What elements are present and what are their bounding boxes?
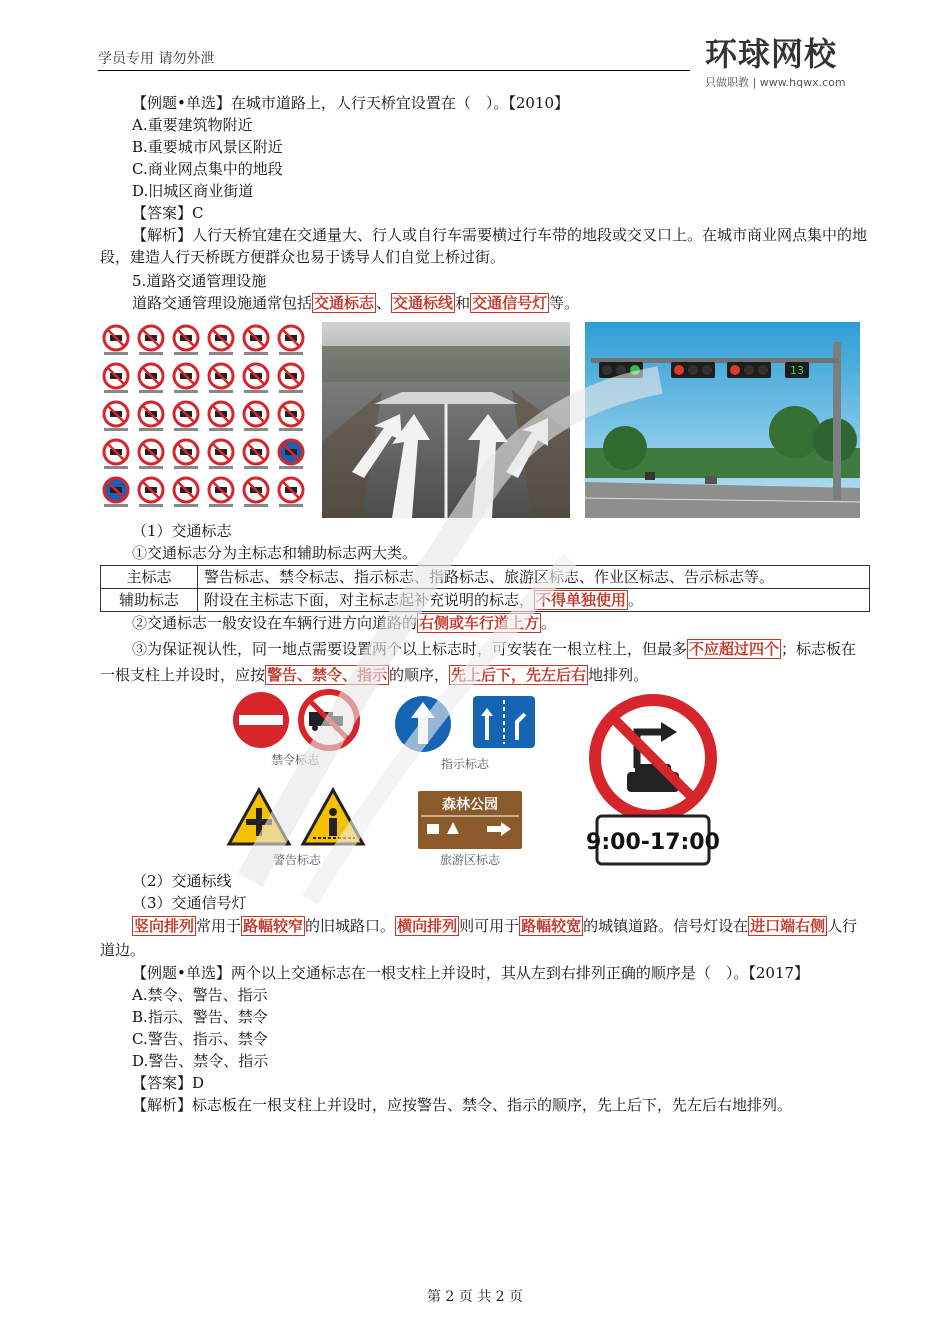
question-2-option-a: A.禁令、警告、指示 [132,986,268,1004]
small-prohibition-sign-icon [244,364,268,393]
small-prohibition-sign-icon [209,440,233,469]
sign-classification-text: ①交通标志分为主标志和辅助标志两大类。 [132,544,418,562]
keyword-horizontal: 横向排列 [397,917,458,935]
signal-arrangement-text [100,914,870,962]
keyword-max-four: 不应超过四个 [689,640,780,658]
page-footer: 第 2 页 共 2 页 [426,1289,524,1305]
no-right-turn-sign-icon [595,700,711,816]
keyword-right-side: 右侧或车行道上方 [419,614,540,632]
subheading-traffic-signs: （1）交通标志 [132,522,232,540]
sign-category-figure [225,688,725,870]
question-2-option-d: D.警告、禁令、指示 [132,1052,269,1070]
small-prohibition-sign-icon [139,326,163,355]
road-marking-photo [322,322,570,518]
intro-sep: 、 [376,294,392,312]
small-prohibition-sign-icon [209,364,233,393]
signal-text: 常用于 [196,917,242,935]
question-1-option-a: A.重要建筑物附近 [132,116,253,134]
signal-text: 人行道边。 [100,917,858,959]
small-prohibition-sign-icon [104,402,128,431]
small-prohibition-sign-icon [244,478,268,507]
small-prohibition-sign-icon [139,364,163,393]
small-prohibition-sign-icon [104,478,128,507]
question-2-option-b: B.指示、警告、禁令 [132,1008,268,1026]
keyword-order: 警告、禁令、指示 [267,666,388,684]
question-1-option-d: D.旧城区商业街道 [132,182,254,200]
keyword-not-alone: 不得单独使用 [536,591,627,609]
small-prohibition-sign-icon [139,478,163,507]
traffic-light-svg [585,322,860,518]
sign-classification-table [100,565,870,612]
signal-head-1 [599,362,643,378]
small-prohibition-sign-icon [244,326,268,355]
small-prohibition-sign-icon [279,364,303,393]
signal-head-3 [727,362,771,378]
small-prohibition-sign-icon [279,478,303,507]
arrangement-line [100,636,870,688]
small-prohibition-sign-icon [209,478,233,507]
logo-subtitle: 只做职教 | www.hqwx.com [705,76,846,89]
small-prohibition-sign-icon [244,402,268,431]
arrangement-text: 的顺序， [389,666,450,684]
question-2-option-c: C.警告、指示、禁令 [132,1030,268,1048]
question-2-analysis: 【解析】标志板在一根支柱上并设时，应按警告、禁令、指示的顺序，先上后下，先左后右地排列。 [132,1096,793,1114]
straight-ahead-sign-icon [395,696,451,752]
label-tourist: 旅游区标志 [439,853,501,867]
small-prohibition-sign-icon [244,440,268,469]
question-2-title: 【例题•单选】两个以上交通标志在一根支柱上并设时，其从左到右排列正确的顺序是（ ）。【2017】 [132,964,810,982]
header-note: 学员专用 请勿外泄 [98,51,215,67]
prohibition-sign-grid-image [100,322,310,518]
lane-direction-sign-icon [473,696,535,748]
keyword-wide: 路幅较宽 [521,917,582,935]
small-prohibition-sign-icon [139,440,163,469]
small-prohibition-sign-icon [104,364,128,393]
keyword-vertical: 竖向排列 [134,917,195,935]
crossroad-warning-sign-icon [229,790,289,844]
table-cell-main-sign: 主标志 [101,566,198,589]
logo-title: 环球网校 [705,35,838,73]
question-1-option-c: C.商业网点集中的地段 [132,160,283,178]
keyword-direction: 先上后下，先左后右 [451,666,587,684]
traffic-sign-section [100,520,870,564]
question-1 [100,92,870,314]
intro-sep: 和 [455,294,471,312]
intro-text: 道路交通管理设施通常包括 [132,294,313,312]
keyword-traffic-signs: 交通标志 [314,294,375,312]
arrangement-end: 地排列。 [588,666,649,684]
time-plate-text: 9:00-17:00 [586,830,720,855]
small-prohibition-sign-icon [279,402,303,431]
small-prohibition-sign-icon [174,478,198,507]
question-1-analysis: 【解析】人行天桥宜建在交通量大、行人或自行车需要横过行车带的地段或交叉口上。在城市商业网点集中的地段，建造人行天桥既方便群众也易于诱导人们自觉上桥过街。 [100,226,868,266]
tourist-area-sign-icon [417,790,523,850]
label-prohibition: 禁令标志 [270,753,320,767]
question-2 [100,962,870,1116]
label-warning: 警告标志 [272,853,322,867]
markings-signals-section [100,870,870,962]
subheading-traffic-lights: （3）交通信号灯 [132,894,247,912]
arrangement-text: ；标志板在一根支柱上并设时，应按 [100,640,857,684]
question-1-title: 【例题•单选】在城市道路上，人行天桥宜设置在（ ）。【2010】 [132,94,570,112]
section-5-title: 5.道路交通管理设施 [132,272,267,290]
small-prohibition-sign-icon [174,364,198,393]
question-1-answer: 【答案】C [132,204,204,222]
table-cell-main-sign-desc: 警告标志、禁令标志、指示标志、指路标志、旅游区标志、作业区标志、告示标志等。 [198,566,870,589]
subheading-traffic-markings: （2）交通标线 [132,872,232,890]
small-prohibition-sign-icon [139,402,163,431]
time-plate [586,816,720,864]
keyword-narrow: 路幅较窄 [243,917,304,935]
signal-text: 的城镇道路。信号灯设在 [583,917,749,935]
aux-desc-text: 附设在主标志下面，对主标志起补充说明的标志， [204,591,535,609]
label-indication: 指示标志 [440,757,490,771]
traffic-light-photo [585,322,860,518]
signal-head-2 [671,362,715,378]
no-entry-sign-icon [233,692,289,748]
question-1-option-b: B.重要城市风景区附近 [132,138,283,156]
section-5-intro [100,292,870,314]
sign-grid-svg [100,322,310,518]
road-marking-svg [322,322,570,518]
keyword-traffic-markings: 交通标线 [393,294,454,312]
header-divider [98,70,690,71]
placement-text: ②交通标志一般安设在车辆行进方向道路的 [132,614,418,632]
placement-end: 。 [541,614,557,632]
keyword-traffic-lights: 交通信号灯 [472,294,548,312]
small-prohibition-sign-icon [209,326,233,355]
intro-end: 等。 [549,294,580,312]
signal-text: 则可用于 [459,917,520,935]
table-cell-aux-sign: 辅助标志 [101,589,198,612]
small-prohibition-sign-icon [104,440,128,469]
tourist-sign-text: 森林公园 [442,797,498,813]
pedestrian-warning-sign-icon [303,790,363,844]
small-prohibition-sign-icon [209,402,233,431]
small-prohibition-sign-icon [174,326,198,355]
keyword-entrance-right: 进口端右侧 [750,917,826,935]
small-prohibition-sign-icon [174,440,198,469]
placement-line [100,612,870,634]
table-cell-aux-sign-desc [198,589,870,612]
small-prohibition-sign-icon [174,402,198,431]
table-row [101,566,870,589]
table-row [101,589,870,612]
small-prohibition-sign-icon [104,326,128,355]
brand-logo [705,36,875,90]
sign-category-svg [225,688,725,870]
signal-text: 的旧城路口。 [305,917,396,935]
question-2-answer: 【答案】D [132,1074,205,1092]
countdown-number: 13 [790,364,804,377]
no-trucks-sign-icon [301,692,357,748]
small-prohibition-sign-icon [279,440,303,469]
small-prohibition-sign-icon [279,326,303,355]
sign-placement-text [100,612,870,688]
arrangement-text: ③为保证视认性，同一地点需要设置两个以上标志时，可安装在一根立柱上，但最多 [132,640,688,658]
aux-desc-end: 。 [628,591,644,609]
